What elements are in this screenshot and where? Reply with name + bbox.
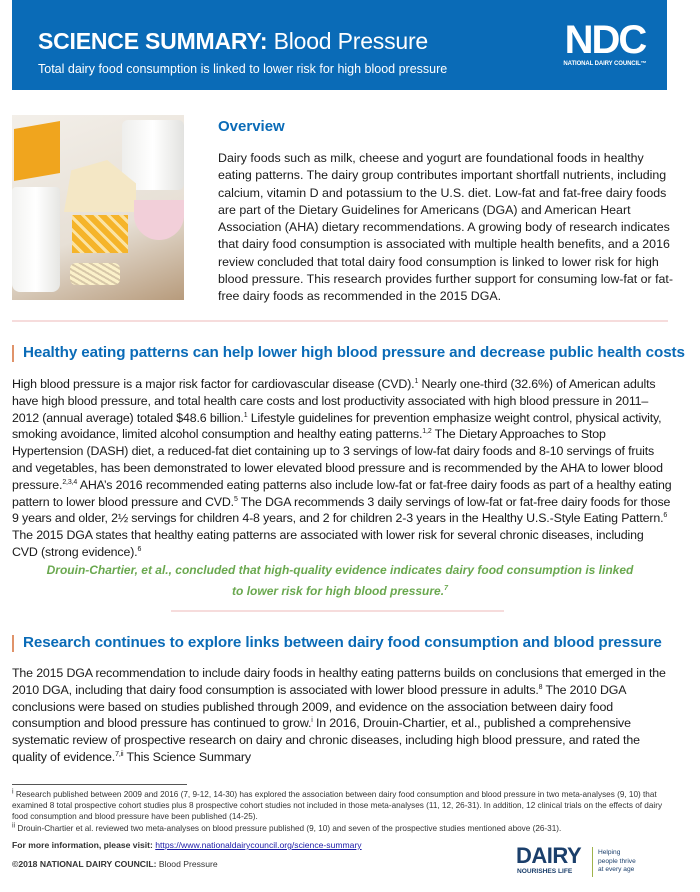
paragraph-text: High blood pressure is a major risk factor for cardiovascular disease (CVD). <box>12 377 415 391</box>
section-heading-text: Research continues to explore links between dairy food consumption and blood pressure <box>23 634 662 651</box>
pull-quote-line-2: to lower risk for high blood pressure.$^7$ <box>232 584 448 598</box>
pull-quote-line-1: Drouin-Chartier, et al., concluded that high-quality evidence indicates dairy food consumption is linked <box>46 563 634 577</box>
dairy-nourishes-life-logo <box>516 845 676 885</box>
citation-superscript: 7 <box>444 585 448 592</box>
copyright-line: ©2018 NATIONAL DAIRY COUNCIL: Blood Pressure <box>12 859 218 869</box>
page-subtitle: Total dairy food consumption is linked to lower risk for high blood pressure <box>38 62 448 76</box>
paragraph-text: The 2010 DGA conclusions were based on studies published through 2009, and evidence on the association between dairy food consumption and blood pressure has continued to grow. <box>12 682 626 731</box>
section-heading-text: Healthy eating patterns can help lower high blood pressure and decrease public health costs <box>23 344 685 361</box>
citation-superscript: 1,2 <box>422 428 432 436</box>
title-topic: Blood Pressure <box>273 28 429 54</box>
heading-accent-bar <box>12 635 14 652</box>
dairy-logo-tagline: Helping people thrive at every age <box>598 849 636 873</box>
citation-superscript: i <box>311 717 313 725</box>
footnotes <box>12 789 672 835</box>
healthy-eating-paragraph <box>12 376 672 561</box>
yogurt-bowl-shape <box>134 200 184 240</box>
paragraph-text: The 2015 DGA recommendation to include dairy foods in healthy eating patterns builds on conclusions that emerged in the 2010 DGA, including that dairy food consumption is associated with lower blood pressure in adults. <box>12 666 666 697</box>
ndc-logo <box>550 20 660 70</box>
shredded-cheese-shape <box>70 263 120 285</box>
pull-quote <box>40 560 640 602</box>
ndc-logo-org: NATIONAL DAIRY COUNCIL™ <box>563 61 647 67</box>
colby-cheese-shape <box>72 215 128 253</box>
ndc-logo-letters: NDC <box>564 18 646 62</box>
paragraph-text: In 2016, Drouin-Chartier, et al., published a comprehensive systematic review of prospective research on dairy and chronic diseases, including high blood pressure, and rated the quality of evidence. <box>12 716 640 764</box>
header-banner <box>12 0 667 90</box>
footnote-ii: $^{ii}$ Drouin-Chartier et al. reviewed two meta-analyses on blood pressure published (9, 10) and seven of the prospective studies mentioned above (26-31). <box>12 822 562 833</box>
dairy-logo-word: DAIRY <box>516 843 582 868</box>
quote-divider <box>171 610 504 612</box>
science-summary-link[interactable]: https://www.nationaldairycouncil.org/science-summary <box>155 840 362 850</box>
cheddar-cheese-shape <box>14 121 60 181</box>
paragraph-text: The 2015 DGA states that healthy eating patterns are associated with lower risk for several chronic diseases, including CVD (strong evidence). <box>12 528 644 559</box>
research-paragraph <box>12 665 672 766</box>
dairy-logo-sub: NOURISHES LIFE <box>517 868 573 875</box>
footnote-i: $^i$ Research published between 2009 and 2016 (7, 9-12, 14-30) has explored the association between dairy food consumption and blood pressure in two meta-analyses (9, 10) that examined 8 total prospective cohort studies plus 8 prospective cohort studies not included in those meta-analyses (11, 12, 26-31). In addition, 12 clinical trials on the effects of dairy food consumption and blood pressure have been published (14-25). <box>12 788 663 821</box>
more-info-line <box>12 840 362 850</box>
dairy-foods-photo <box>12 115 184 300</box>
citation-superscript: 1 <box>243 411 248 419</box>
citation-superscript: 2,3,4 <box>62 478 78 486</box>
section-heading-research <box>12 634 662 651</box>
paragraph-text: Lifestyle guidelines for prevention emphasize weight control, physical activity, smoking avoidance, limited alcohol consumption and healthy eating patterns. <box>12 410 662 442</box>
citation-superscript: 6 <box>137 545 142 553</box>
more-info-label: For more information, please visit: <box>12 840 153 850</box>
overview-body: Dairy foods such as milk, cheese and yogurt are foundational foods in healthy eating patterns. The dairy group contributes important shortfall nutrients, including calcium, vitamin D and potassium to the U.S. diet. Low-fat and fat-free dairy foods are part of the Dietary Guidelines for Americans (DGA) and American Heart Association (AHA) dietary recommendations. A growing body of research indicates that dairy food consumption is associated with multiple health benefits, and a 2016 review concluded that total dairy food consumption is linked to lower risk for high blood pressure. This research provides further support for consuming low-fat or fat-free dairy foods as recommended in the 2015 DGA. <box>218 151 673 304</box>
paragraph-text: Nearly one-third (32.6%) of American adults have high blood pressure, and total health care costs and lost productivity associated with high blood pressure in 2011–2012 (annual average) totaled $48.6 billion. <box>12 377 656 425</box>
paragraph-text: The DGA recommends 3 daily servings of low-fat or fat-free dairy foods for those 9 years and older, 2½ servings for children 4-8 years, and 2 for children 2-3 years in the Healthy U.S.-Style Eating Pattern. <box>12 494 671 526</box>
milk-glass-shape <box>12 187 60 292</box>
title-bold: SCIENCE SUMMARY: <box>38 28 268 54</box>
paragraph-text: The Dietary Approaches to Stop Hypertension (DASH) diet, a reduced-fat diet containing up to 3 servings of low-fat dairy foods and 8-10 servings of fruits and vegetables, has been demonstrated to lower elevated blood pressure and is recommended by the AHA to lower blood pressure. <box>12 427 663 492</box>
section-divider <box>12 320 668 322</box>
footnote-rule <box>12 784 187 785</box>
citation-superscript: 8 <box>538 683 543 691</box>
paragraph-text: This Science Summary <box>123 749 251 764</box>
milk-jar-shape <box>122 120 184 190</box>
paragraph-text: AHA’s 2016 recommended eating patterns also include low-fat or fat-free dairy foods as part of a healthy eating pattern to lower blood pressure and CVD. <box>12 477 672 509</box>
citation-superscript: 7,ii <box>115 750 124 758</box>
citation-superscript: 6 <box>663 512 668 520</box>
dairy-logo-divider <box>592 847 593 877</box>
citation-superscript: 5 <box>233 495 238 503</box>
page-title <box>38 28 428 55</box>
overview-heading: Overview <box>218 118 285 135</box>
section-heading-healthy-eating <box>12 344 685 361</box>
heading-accent-bar <box>12 345 14 362</box>
citation-superscript: 1 <box>414 377 419 385</box>
